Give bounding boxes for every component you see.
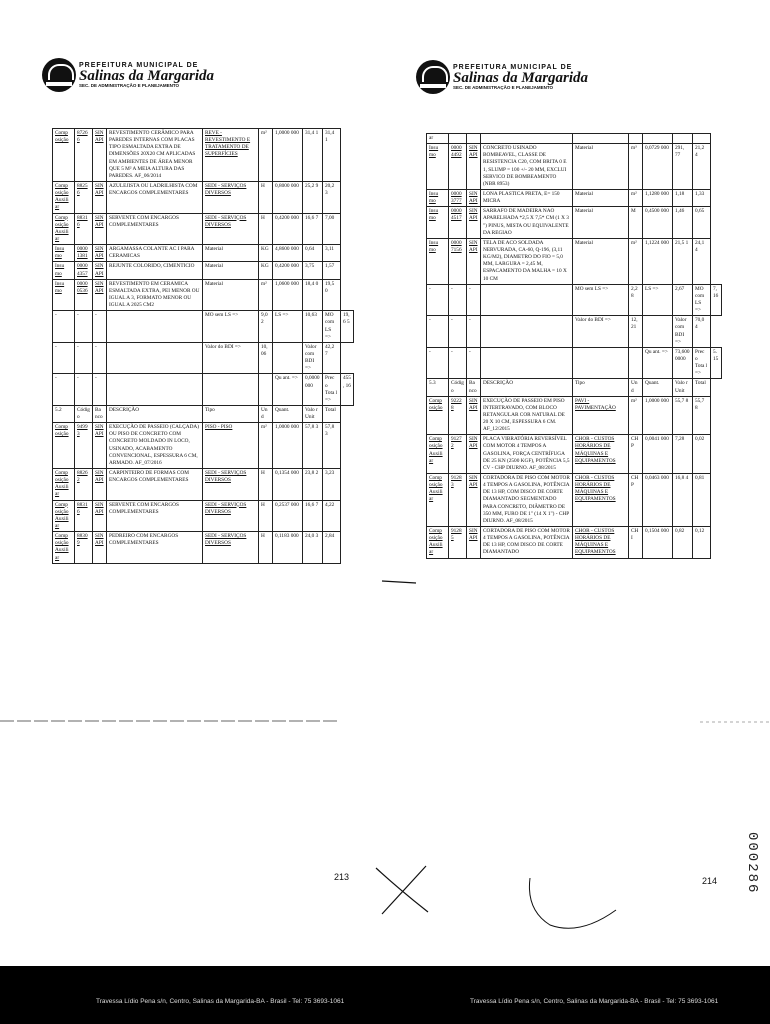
table-cell: H xyxy=(259,500,273,532)
table-row xyxy=(53,262,354,279)
table-row xyxy=(53,213,354,245)
table-cell: m² xyxy=(629,238,643,284)
header-line2: Salinas da Margarida xyxy=(79,67,215,84)
table-cell: - xyxy=(93,374,107,406)
table-cell: 16,6 7 xyxy=(303,213,323,245)
table-cell: - xyxy=(53,311,75,343)
table-cell: 16,8 4 xyxy=(673,474,693,527)
table-cell: 5.15 xyxy=(711,347,722,379)
table-cell: 1,0000 000 xyxy=(643,396,673,435)
table-cell: DESCRIÇÃO xyxy=(107,405,203,422)
scan-line-artifact xyxy=(0,715,770,727)
table-cell: 31,4 1 xyxy=(303,129,323,182)
table-cell: H xyxy=(259,181,273,213)
header-line3: SEC. DE ADMINISTRAÇÃO E PLANEJAMENTO xyxy=(453,84,554,90)
table-cell: 0000 4492 xyxy=(449,144,467,190)
table-cell: 7,28 xyxy=(673,435,693,474)
table-cell: 291, 77 xyxy=(673,144,693,190)
header-line1: PREFEITURA MUNICIPAL DE xyxy=(453,63,573,71)
table-cell: 55,7 8 xyxy=(673,396,693,435)
table-cell: Tipo xyxy=(573,379,629,396)
table-cell: Valor do BDI => xyxy=(573,316,629,348)
table-cell: EXECUÇÃO DE PASSEIO (CALÇADA) OU PISO DE CONCRETO COM CONCRETO MOLDADO IN LOCO, USINADO, ACABAMENTO CONVENCIONAL, ESPESSURA 6 CM, ARMADO. AF_07/2016 xyxy=(107,423,203,469)
table-cell: 0,0729 000 xyxy=(643,144,673,190)
table-cell: 18,4 0 xyxy=(303,279,323,311)
table-cell: SIN API xyxy=(93,469,107,501)
table-cell: Quant. xyxy=(643,379,673,396)
table-cell: Comp osição Auxili ar xyxy=(53,500,75,532)
table-cell: Insu mo xyxy=(427,207,449,239)
table-cell: REVESTIMENTO CERÂMICO PARA PAREDES INTERNAS COM PLACAS TIPO ESMALTADA EXTRA DE DIMENSÕES 20X20 CM APLICADAS EM AMBIENTES DE ÁREA MENOR QUE 5 M² A MEIA ALTURA DAS PAREDES. AF_06/2014 xyxy=(107,129,203,182)
table-cell: SIN API xyxy=(467,189,481,206)
table-cell: CHOR - CUSTOS HORÁRIOS DE MÁQUINAS E EQUIPAMENTOS xyxy=(573,474,629,527)
table-cell: SEDI - SERVIÇOS DIVERSOS xyxy=(203,213,259,245)
table-cell: Insu mo xyxy=(427,189,449,206)
table-cell: - xyxy=(467,347,481,379)
footer-bar xyxy=(0,966,770,1024)
table-cell: Quant. xyxy=(273,405,303,422)
footer-left-address: Travessa Lídio Pena s/n, Centro, Salinas da Margarida-BA - Brasil - Tel: 75 3693-1061 xyxy=(96,998,345,1005)
table-cell: REVESTIMENTO EM CERAMICA ESMALTADA EXTRA, PEI MENOR OU IGUAL A 3, FORMATO MENOR OU IGUAL A 2025 CM2 xyxy=(107,279,203,311)
table-cell: SIN API xyxy=(93,245,107,262)
table-cell: 0,1183 000 xyxy=(273,532,303,564)
table-cell: 0000 4357 xyxy=(75,262,93,279)
left-page-number: 213 xyxy=(334,872,350,882)
table-cell: 0,0463 000 xyxy=(643,474,673,527)
shell-logo-icon xyxy=(42,58,76,92)
table-cell: 0,4200 000 xyxy=(273,262,303,279)
table-cell: Valor com BDI => xyxy=(303,342,323,374)
table-row xyxy=(427,144,722,190)
right-page-number: 214 xyxy=(702,876,718,886)
table-cell: 9128 3 xyxy=(449,474,467,527)
table-row xyxy=(53,405,354,422)
table-cell: 5.3 xyxy=(427,379,449,396)
table-cell: 24,1 4 xyxy=(693,238,711,284)
table-cell: SIN API xyxy=(467,474,481,527)
table-cell: 0,2537 000 xyxy=(273,500,303,532)
table-cell: - xyxy=(75,374,93,406)
table-cell: - xyxy=(449,284,467,316)
table-cell: 9,02 xyxy=(259,311,273,343)
table-cell: - xyxy=(93,311,107,343)
table-cell: Material xyxy=(573,238,629,284)
table-cell: SEDI - SERVIÇOS DIVERSOS xyxy=(203,181,259,213)
table-cell: 0,0000 000 xyxy=(303,374,323,406)
table-cell: Comp osição Auxili ar xyxy=(53,213,75,245)
table-cell: - xyxy=(467,316,481,348)
table-cell: 12,21 xyxy=(629,316,643,348)
table-cell: 2,84 xyxy=(323,532,341,564)
table-cell: PLACA VIBRATÓRIA REVERSÍVEL COM MOTOR 4 TEMPOS A GASOLINA, FORÇA CENTRÍFUGA DE 25 KN (2500 KGF), POTÊNCIA 5,5 CV - CHP DIURNO. AF_08/2015 xyxy=(481,435,573,474)
table-cell: Prec o Tota l => xyxy=(323,374,341,406)
table-cell: Un d xyxy=(259,405,273,422)
table-cell: Ba nco xyxy=(467,379,481,396)
table-cell: 0,65 xyxy=(693,207,711,239)
table-cell: Comp osição Auxili ar xyxy=(53,469,75,501)
table-cell xyxy=(693,134,711,144)
table-cell xyxy=(481,134,573,144)
table-cell: Prec o Tota l => xyxy=(693,347,711,379)
table-cell: LONA PLASTICA PRETA, E= 150 MICRA xyxy=(481,189,573,206)
table-row xyxy=(53,245,354,262)
table-cell: Comp osição xyxy=(53,129,75,182)
table-cell xyxy=(673,134,693,144)
table-cell: 0,0041 000 xyxy=(643,435,673,474)
table-cell: SIN API xyxy=(93,423,107,469)
header-line3: SEC. DE ADMINISTRAÇÃO E PLANEJAMENTO xyxy=(79,82,180,88)
table-cell: m² xyxy=(259,423,273,469)
table-cell: 1,1224 000 xyxy=(643,238,673,284)
table-cell: 55,7 8 xyxy=(693,396,711,435)
table-cell: 70,0 4 xyxy=(693,316,711,348)
table-cell: M xyxy=(629,207,643,239)
table-cell: 57,8 3 xyxy=(323,423,341,469)
table-cell: SIN API xyxy=(467,396,481,435)
table-cell: ARGAMASSA COLANTE AC I PARA CERAMICAS xyxy=(107,245,203,262)
table-cell: H xyxy=(259,532,273,564)
table-cell: 31,4 1 xyxy=(323,129,341,182)
table-cell: Comp osição Auxili ar xyxy=(427,435,449,474)
table-cell: CORTADORA DE PISO COM MOTOR 4 TEMPOS A GASOLINA, POTÊNCIA DE 13 HP, COM DISCO DE CORTE DIAMANTADO xyxy=(481,527,573,559)
table-cell: SIN API xyxy=(93,500,107,532)
table-cell: 0,4500 000 xyxy=(643,207,673,239)
table-cell: EXECUÇÃO DE PASSEIO EM PISO INTERTRAVADO, COM BLOCO RETANGULAR COR NATURAL DE 20 X 10 CM, ESPESSURA 6 CM. AF_12/2015 xyxy=(481,396,573,435)
table-cell: - xyxy=(93,342,107,374)
page-stamp: 000286 xyxy=(744,832,760,895)
table-cell: 42,2 7 xyxy=(323,342,341,374)
table-cell: - xyxy=(467,284,481,316)
table-cell: SIN API xyxy=(93,262,107,279)
table-cell: SERVENTE COM ENCARGOS COMPLEMENTARES xyxy=(107,500,203,532)
table-cell: Un d xyxy=(629,379,643,396)
table-cell: Valo r Unit xyxy=(303,405,323,422)
table-cell: KG xyxy=(259,245,273,262)
table-cell: 21,2 4 xyxy=(693,144,711,190)
table-cell: MO sem LS => xyxy=(203,311,259,343)
table-cell xyxy=(481,316,573,348)
table-cell: Material xyxy=(573,144,629,190)
table-cell: 3,11 xyxy=(323,245,341,262)
table-cell xyxy=(629,134,643,144)
table-cell: Insu mo xyxy=(53,262,75,279)
table-cell: 2,67 xyxy=(673,284,693,316)
table-cell: 1,0000 000 xyxy=(273,423,303,469)
table-cell: 9222 8 xyxy=(449,396,467,435)
table-row xyxy=(427,396,722,435)
table-row xyxy=(427,316,722,348)
table-cell: SARRAFO DE MADEIRA NAO APARELHADA *2,5 X 7,5* CM (1 X 3 ") PINUS, MISTA OU EQUIVALENTE DA REGIAO xyxy=(481,207,573,239)
table-cell: SERVENTE COM ENCARGOS COMPLEMENTARES xyxy=(107,213,203,245)
table-cell: Insu mo xyxy=(427,238,449,284)
table-cell: 4,8600 000 xyxy=(273,245,303,262)
table-cell: 3,75 xyxy=(303,262,323,279)
table-cell: MO sem LS => xyxy=(573,284,629,316)
table-cell: Material xyxy=(573,189,629,206)
table-cell xyxy=(449,134,467,144)
table-row xyxy=(427,474,722,527)
table-row xyxy=(427,134,722,144)
table-cell: 0,81 xyxy=(693,474,711,527)
table-cell: 9127 2 xyxy=(449,435,467,474)
table-row xyxy=(53,500,354,532)
table-cell: Códig o xyxy=(449,379,467,396)
table-cell: 0,8000 000 xyxy=(273,181,303,213)
table-cell xyxy=(107,374,203,406)
table-cell: 3,23 xyxy=(323,469,341,501)
table-cell: 1,33 xyxy=(693,189,711,206)
table-cell: SIN API xyxy=(93,279,107,311)
table-cell: 0,12 xyxy=(693,527,711,559)
table-cell: m² xyxy=(259,129,273,182)
table-cell: Comp osição xyxy=(427,396,449,435)
handwritten-x-mark xyxy=(370,860,440,920)
table-row xyxy=(427,207,722,239)
table-cell xyxy=(107,311,203,343)
footer-right-address: Travessa Lídio Pena s/n, Centro, Salinas da Margarida-BA - Brasil - Tel: 75 3693-1061 xyxy=(470,998,719,1005)
table-cell: 1,0600 000 xyxy=(273,279,303,311)
left-budget-table xyxy=(52,128,354,564)
table-cell: 1,46 xyxy=(673,207,693,239)
table-row xyxy=(53,532,354,564)
table-cell: Ba nco xyxy=(93,405,107,422)
table-cell: 7,00 xyxy=(323,213,341,245)
table-row xyxy=(427,189,722,206)
table-cell: 0000 7156 xyxy=(449,238,467,284)
table-cell: 455, 16 xyxy=(341,374,354,406)
table-cell: 0,4200 000 xyxy=(273,213,303,245)
table-row xyxy=(53,181,354,213)
table-cell xyxy=(273,342,303,374)
scan-dash-artifact xyxy=(380,578,420,586)
table-row xyxy=(53,129,354,182)
table-cell: 0,1354 000 xyxy=(273,469,303,501)
table-row xyxy=(427,347,722,379)
table-cell: CHOR - CUSTOS HORÁRIOS DE MÁQUINAS E EQUIPAMENTOS xyxy=(573,435,629,474)
table-cell xyxy=(467,134,481,144)
table-cell: H xyxy=(259,213,273,245)
table-cell: 8831 6 xyxy=(75,500,93,532)
table-cell: 23,8 2 xyxy=(303,469,323,501)
table-cell: 1,0000 000 xyxy=(273,129,303,182)
table-cell: 9128 5 xyxy=(449,527,467,559)
table-cell: m³ xyxy=(629,144,643,190)
header-line2: Salinas da Margarida xyxy=(453,69,589,86)
table-cell: 9499 3 xyxy=(75,423,93,469)
table-cell: 0000 3777 xyxy=(449,189,467,206)
table-row xyxy=(427,379,722,396)
table-row xyxy=(427,527,722,559)
right-header xyxy=(416,60,588,94)
table-cell xyxy=(643,134,673,144)
table-cell: SEDI - SERVIÇOS DIVERSOS xyxy=(203,500,259,532)
shell-logo-icon xyxy=(416,60,450,94)
table-cell: 7,16 xyxy=(711,284,722,316)
header-line1: PREFEITURA MUNICIPAL DE xyxy=(79,61,199,69)
table-cell: Códig o xyxy=(75,405,93,422)
table-cell: 24,0 3 xyxy=(303,532,323,564)
table-cell: SIN API xyxy=(93,532,107,564)
table-row xyxy=(53,311,354,343)
table-cell: 5.2 xyxy=(53,405,75,422)
table-cell: - xyxy=(427,347,449,379)
table-cell: 4,22 xyxy=(323,500,341,532)
table-cell: 0000 1381 xyxy=(75,245,93,262)
table-cell: LS => xyxy=(643,284,673,316)
table-cell: TELA DE ACO SOLDADA NERVURADA, CA-60, Q-196, (3,11 KG/M2), DIAMETRO DO FIO = 5,0 MM, LARGURA = 2,45 M, ESPACAMENTO DA MALHA = 10 X 10 CM xyxy=(481,238,573,284)
table-cell: - xyxy=(53,342,75,374)
table-cell: Valor do BDI => xyxy=(203,342,259,374)
table-cell: Comp osição Auxili ar xyxy=(427,474,449,527)
table-cell: Valor com BDI => xyxy=(673,316,693,348)
table-cell: Valo r Unit xyxy=(673,379,693,396)
table-cell: Material xyxy=(573,207,629,239)
table-cell: 20,2 3 xyxy=(323,181,341,213)
table-cell xyxy=(573,134,629,144)
table-cell: 73,600 0000 xyxy=(673,347,693,379)
table-cell: Comp osição Auxili ar xyxy=(53,532,75,564)
table-cell: CONCRETO USINADO BOMBEAVEL, CLASSE DE RESISTENCIA C20, COM BRITA 0 E 1, SLUMP = 100 +/- 20 MM, EXCLUI SERVICO DE BOMBEAMENTO (NBR 8953) xyxy=(481,144,573,190)
table-cell: 10,06 xyxy=(259,342,273,374)
table-cell: SIN API xyxy=(467,527,481,559)
table-cell: SIN API xyxy=(93,213,107,245)
table-cell: - xyxy=(75,342,93,374)
table-cell xyxy=(259,374,273,406)
table-cell: 16,6 7 xyxy=(303,500,323,532)
table-cell: - xyxy=(53,374,75,406)
table-cell: 19,6 5 xyxy=(341,311,354,343)
table-cell: 8830 9 xyxy=(75,532,93,564)
table-cell: 10,63 xyxy=(303,311,323,343)
table-cell: Material xyxy=(203,262,259,279)
table-cell: PAVI - PAVIMENTAÇÃO xyxy=(573,396,629,435)
table-cell: 8826 2 xyxy=(75,469,93,501)
table-cell: 0000 0536 xyxy=(75,279,93,311)
table-cell xyxy=(573,347,629,379)
table-cell: 25,2 9 xyxy=(303,181,323,213)
table-cell: SIN API xyxy=(467,144,481,190)
left-header xyxy=(42,58,214,92)
table-cell: Insu mo xyxy=(53,279,75,311)
table-cell: 57,8 3 xyxy=(303,423,323,469)
table-cell: PEDREIRO COM ENCARGOS COMPLEMENTARES xyxy=(107,532,203,564)
table-cell: MO com LS => xyxy=(323,311,341,343)
table-cell: Insu mo xyxy=(427,144,449,190)
table-cell: CHI xyxy=(629,527,643,559)
table-cell: AZULEJISTA OU LADRILHISTA COM ENCARGOS COMPLEMENTARES xyxy=(107,181,203,213)
table-cell: REVE - REVESTIMENTO E TRATAMENTO DE SUPERFÍCIES xyxy=(203,129,259,182)
table-cell: 0,82 xyxy=(673,527,693,559)
table-cell: SEDI - SERVIÇOS DIVERSOS xyxy=(203,469,259,501)
table-cell: m² xyxy=(259,279,273,311)
table-cell: Total xyxy=(323,405,341,422)
table-cell: 19,5 0 xyxy=(323,279,341,311)
table-cell: ar xyxy=(427,134,449,144)
table-cell: 0000 4517 xyxy=(449,207,467,239)
table-row xyxy=(427,284,722,316)
table-cell: m² xyxy=(629,396,643,435)
table-cell xyxy=(481,347,573,379)
table-cell xyxy=(107,342,203,374)
table-cell: KG xyxy=(259,262,273,279)
table-cell: SIN API xyxy=(467,238,481,284)
table-cell xyxy=(629,347,643,379)
table-cell: PISO - PISO xyxy=(203,423,259,469)
table-cell: CARPINTEIRO DE FORMAS COM ENCARGOS COMPLEMENTARES xyxy=(107,469,203,501)
table-cell xyxy=(643,316,673,348)
table-row xyxy=(427,435,722,474)
table-cell: - xyxy=(449,347,467,379)
table-cell xyxy=(203,374,259,406)
table-cell: CH P xyxy=(629,474,643,527)
table-cell: H xyxy=(259,469,273,501)
table-cell: 1,57 xyxy=(323,262,341,279)
table-cell: SIN API xyxy=(93,181,107,213)
table-cell: 8726 6 xyxy=(75,129,93,182)
table-cell: Comp osição xyxy=(53,423,75,469)
handwritten-curve-mark xyxy=(520,870,630,940)
table-cell: CORTADORA DE PISO COM MOTOR 4 TEMPOS A GASOLINA, POTÊNCIA DE 13 HP, COM DISCO DE CORTE DIAMANTADO SEGMENTADO PARA CONCRETO, DIÂMETRO DE 350 MM, FURO DE 1" (14 X 1") - CHP DIURNO. AF_08/2015 xyxy=(481,474,573,527)
table-cell: 0,1504 000 xyxy=(643,527,673,559)
table-cell: SIN API xyxy=(467,435,481,474)
table-cell: 8831 6 xyxy=(75,213,93,245)
table-cell: 8825 6 xyxy=(75,181,93,213)
table-cell: Qu ant. => xyxy=(273,374,303,406)
table-cell: MO com LS => xyxy=(693,284,711,316)
table-cell: - xyxy=(449,316,467,348)
table-cell: CH P xyxy=(629,435,643,474)
table-cell: CHOR - CUSTOS HORÁRIOS DE MÁQUINAS E EQUIPAMENTOS xyxy=(573,527,629,559)
table-cell: LS => xyxy=(273,311,303,343)
table-cell: - xyxy=(75,311,93,343)
table-cell: Comp osição Auxili ar xyxy=(427,527,449,559)
table-row xyxy=(53,279,354,311)
table-row xyxy=(53,342,354,374)
table-cell: 21,5 1 xyxy=(673,238,693,284)
table-cell: SIN API xyxy=(93,129,107,182)
table-row xyxy=(427,238,722,284)
table-cell: m² xyxy=(629,189,643,206)
table-cell: SEDI - SERVIÇOS DIVERSOS xyxy=(203,532,259,564)
table-cell: Total xyxy=(693,379,711,396)
table-cell: 0,02 xyxy=(693,435,711,474)
table-cell: Material xyxy=(203,245,259,262)
table-cell: 2,28 xyxy=(629,284,643,316)
table-cell: 1,18 xyxy=(673,189,693,206)
table-cell: Material xyxy=(203,279,259,311)
table-cell: DESCRIÇÃO xyxy=(481,379,573,396)
table-row xyxy=(53,469,354,501)
table-cell: - xyxy=(427,316,449,348)
table-cell: 0,64 xyxy=(303,245,323,262)
right-budget-table xyxy=(426,133,722,559)
table-cell: Tipo xyxy=(203,405,259,422)
table-cell: Comp osição Auxili ar xyxy=(53,181,75,213)
table-cell: - xyxy=(427,284,449,316)
table-cell: Insu mo xyxy=(53,245,75,262)
table-row xyxy=(53,423,354,469)
table-cell: Qu ant. => xyxy=(643,347,673,379)
table-cell: SIN API xyxy=(467,207,481,239)
table-row xyxy=(53,374,354,406)
table-cell: REJUNTE COLORIDO, CIMENTICIO xyxy=(107,262,203,279)
table-cell xyxy=(481,284,573,316)
table-cell: 1,1280 000 xyxy=(643,189,673,206)
